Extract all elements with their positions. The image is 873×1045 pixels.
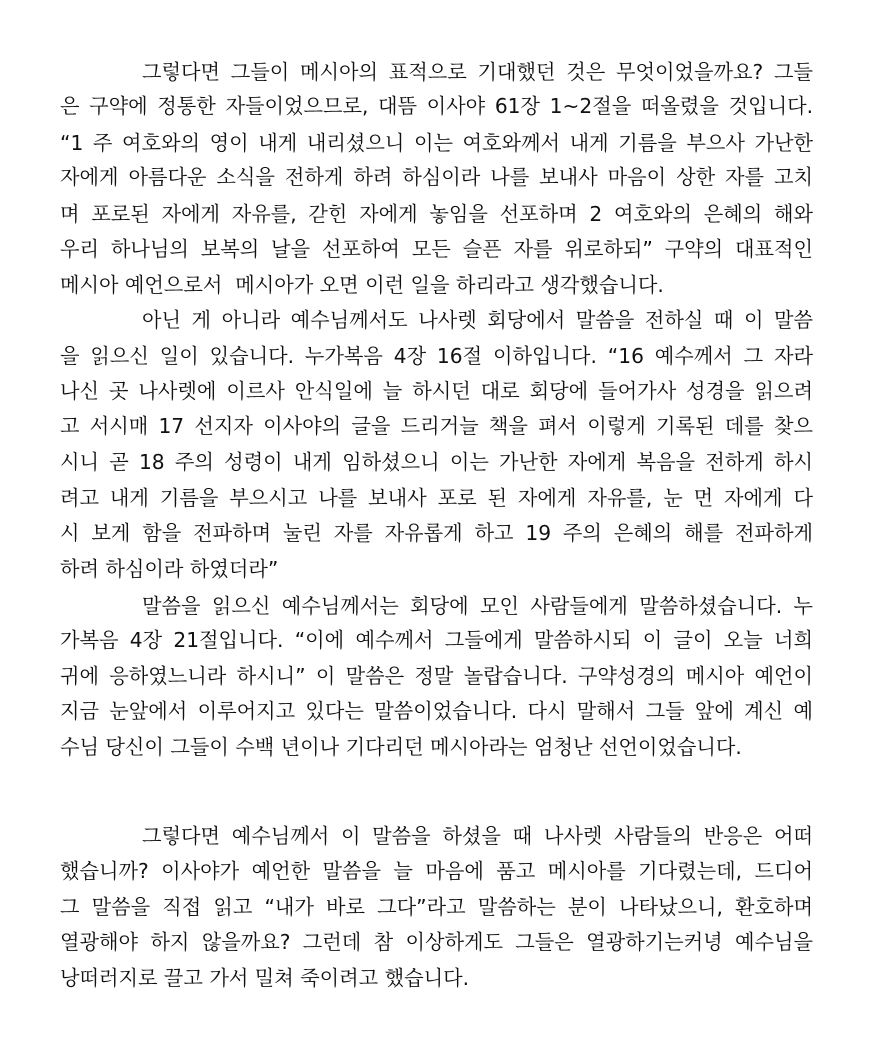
paragraph-2-line-8: 하려 하심이라 하였더라” (60, 557, 279, 581)
paragraph-2-line-2: 을 읽으신 일이 있습니다. 누가복음 4장 16절 이하입니다. “16 예수께서 그 자라 (60, 344, 813, 368)
paragraph-2-line-7: 시 보게 함을 전파하며 눌린 자를 자유롭게 하고 19 주의 은혜의 해를 전파하게 (60, 521, 813, 545)
paragraph-3-line-4: 지금 눈앞에서 이루어지고 있다는 말씀이었습니다. 다시 말해서 그들 앞에 계신 예 (60, 699, 813, 723)
paragraph-4-line-1: 그렇다면 예수님께서 이 말씀을 하셨을 때 나사렛 사람들의 반응은 어떠 (142, 824, 813, 848)
paragraph-3-line-5: 수님 당신이 그들이 수백 년이나 기다리던 메시아라는 엄청난 선언이었습니다. (60, 735, 742, 759)
paragraph-2-line-1: 아닌 게 아니라 예수님께서도 나사렛 회당에서 말씀을 전하실 때 이 말씀 (142, 308, 813, 332)
paragraph-4-line-3: 그 말씀을 직접 읽고 “내가 바로 그다”라고 말씀하는 분이 나타났으니, 환호하며 (60, 895, 813, 919)
paragraph-1-line-5: 며 포로된 자에게 자유를, 갇힌 자에게 놓임을 선포하며 2 여호와의 은혜의 해와 (60, 202, 813, 226)
paragraph-1-line-7: 메시아 예언으로서 메시아가 오면 이런 일을 하리라고 생각했습니다. (60, 273, 664, 297)
paragraph-1-line-1: 그렇다면 그들이 메시아의 표적으로 기대했던 것은 무엇이었을까요? 그들 (142, 60, 813, 84)
paragraph-4-line-5: 낭떠러지로 끌고 가서 밀쳐 죽이려고 했습니다. (60, 966, 470, 990)
paragraph-2-line-4: 고 서시매 17 선지자 이사야의 글을 드리거늘 책을 펴서 이렇게 기록된 데를 찾으 (60, 414, 813, 438)
paragraph-2-line-6: 려고 내게 기름을 부으시고 나를 보내사 포로 된 자에게 자유를, 눈 먼 자에게 다 (60, 486, 813, 510)
paragraph-2-line-5: 시니 곧 18 주의 성령이 내게 임하셨으니 이는 가난한 자에게 복음을 전하게 하시 (60, 450, 813, 474)
paragraph-2-line-3: 나신 곳 나사렛에 이르사 안식일에 늘 하시던 대로 회당에 들어가사 성경을 읽으려 (60, 379, 813, 403)
paragraph-3-line-2: 가복음 4장 21절입니다. “이에 예수께서 그들에게 말씀하시되 이 글이 오늘 너희 (60, 628, 813, 652)
paragraph-1-line-6: 우리 하나님의 보복의 날을 선포하여 모든 슬픈 자를 위로하되” 구약의 대표적인 (60, 237, 813, 261)
paragraph-3-line-1: 말씀을 읽으신 예수님께서는 회당에 모인 사람들에게 말씀하셨습니다. 누 (142, 594, 813, 618)
paragraph-3-line-3: 귀에 응하였느니라 하시니” 이 말씀은 정말 놀랍습니다. 구약성경의 메시아 예언이 (60, 664, 813, 688)
paragraph-1-line-2: 은 구약에 정통한 자들이었으므로, 대뜸 이사야 61장 1~2절을 떠올렸을 것입니다. (60, 94, 813, 118)
paragraph-4-line-4: 열광해야 하지 않을까요? 그런데 참 이상하게도 그들은 열광하기는커녕 예수님을 (60, 930, 813, 954)
paragraph-1-line-3: “1 주 여호와의 영이 내게 내리셨으니 이는 여호와께서 내게 기름을 부으사 가난한 (60, 131, 813, 155)
paragraph-4-line-2: 했습니까? 이사야가 예언한 말씀을 늘 마음에 품고 메시아를 기다렸는데, 드디어 (60, 859, 813, 883)
paragraph-1-line-4: 자에게 아름다운 소식을 전하게 하려 하심이라 나를 보내사 마음이 상한 자를 고치 (60, 165, 813, 189)
